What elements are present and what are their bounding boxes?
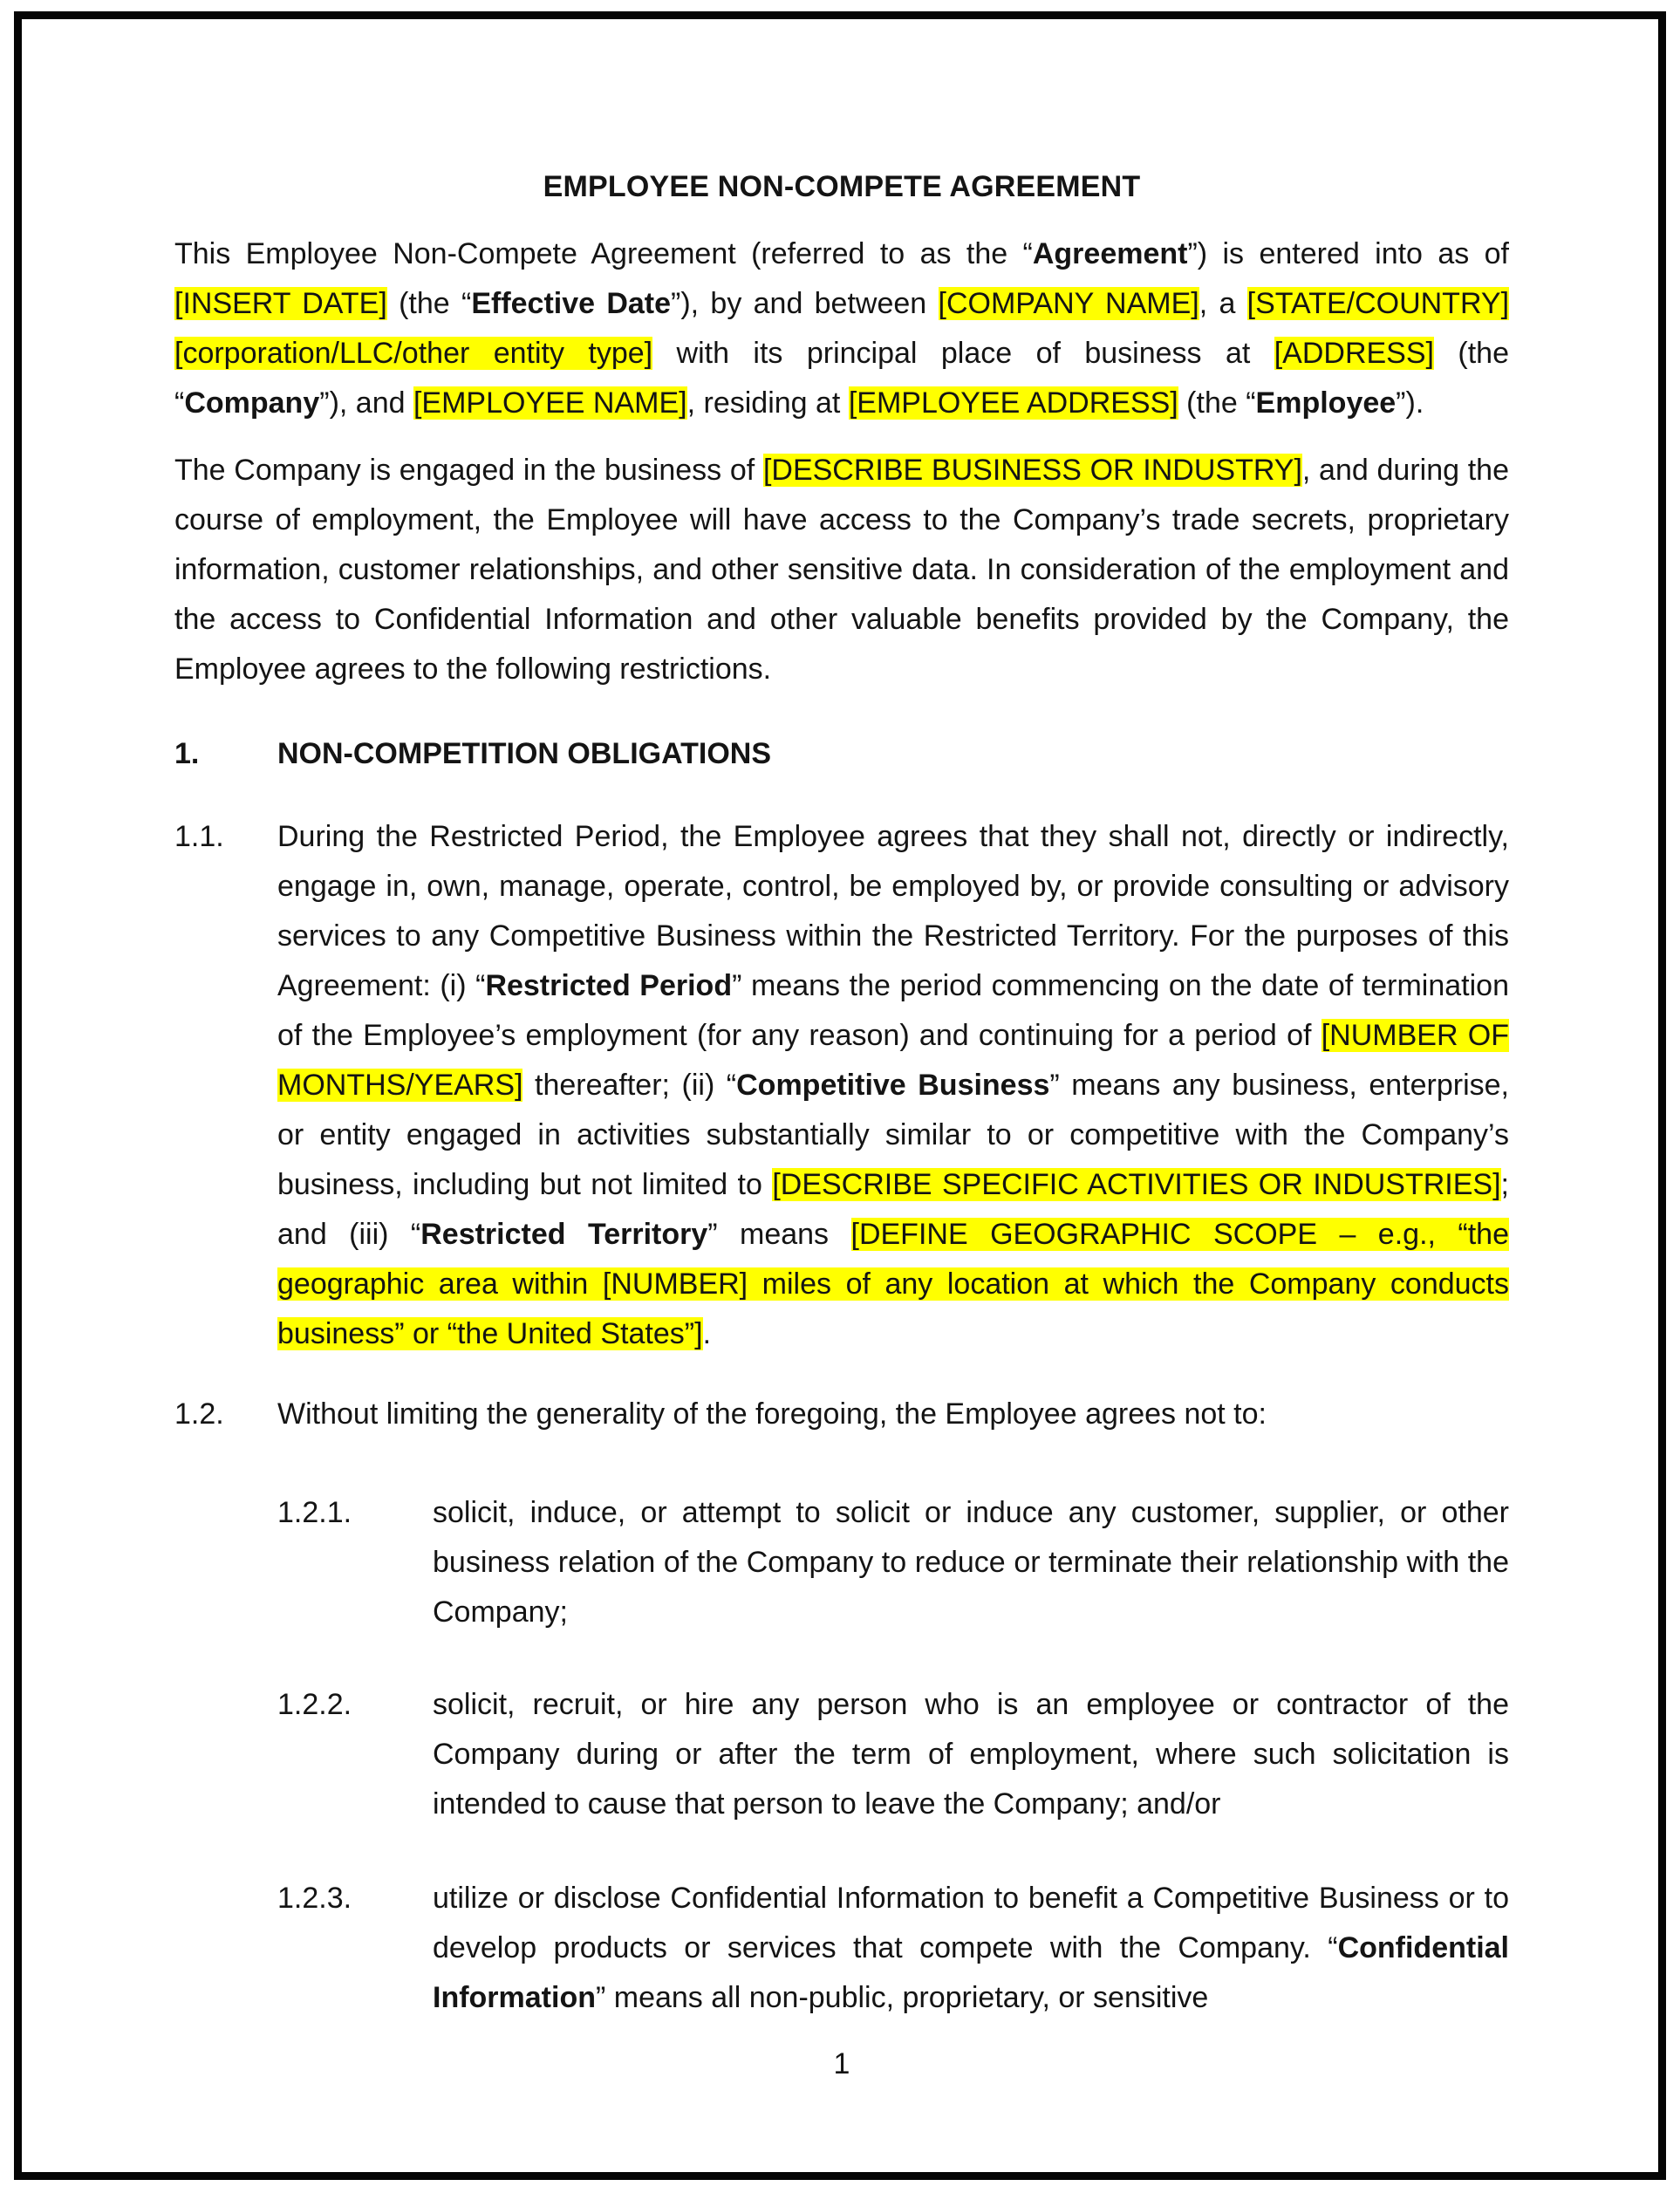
clause-1-2-3	[277, 1874, 1509, 2023]
clause-1-2-1-number: 1.2.1.	[277, 1496, 352, 1529]
text-run: This Employee Non-Compete Agreement (referred to as the “	[174, 237, 1033, 270]
text-run: ”), by and between	[671, 287, 939, 320]
text-run: During the Restricted Period, the Employee agrees that they shall not, directly or indirectly, engage in, own, manage, operate, control, be employed by, or provide consulting or advisory services to any Competitive Business within the Restricted Territory. For the purposes of this Agreement: (i) “	[277, 820, 1509, 1002]
text-run: ”).	[1396, 386, 1424, 420]
text-run: thereafter; (ii) “	[522, 1069, 737, 1102]
clause-1-1	[174, 812, 1509, 1359]
text-run: .	[702, 1317, 712, 1350]
text-run: Effective Date	[471, 287, 672, 320]
text-run: [EMPLOYEE ADDRESS]	[848, 386, 1178, 420]
text-run: , and during the course of employment, the Employee will have access to the Company’s trade secrets, proprietary information, customer relationships, and other sensitive data. In consideration of the employment and the access to Confidential Information and other valuable benefits provided by the Company, the Employee agrees to the following restrictions.	[174, 454, 1509, 686]
text-run: solicit, induce, or attempt to solicit or induce any customer, supplier, or other business relation of the Company to reduce or terminate their relationship with the Company;	[433, 1496, 1509, 1629]
clause-1-1-text	[277, 820, 1509, 1350]
text-run: ” means the period commencing on the date of termination of the Employee’s employment (for any reason) and continuing for a period of	[277, 969, 1509, 1052]
clause-1-2-1	[277, 1488, 1509, 1637]
text-run: ”), and	[319, 386, 413, 420]
text-run: [corporation/LLC/other entity type]	[174, 337, 653, 370]
text-run: ”) is entered into as of	[1187, 237, 1510, 270]
text-run: The Company is engaged in the business of	[174, 454, 763, 487]
paragraph-business-description	[174, 446, 1509, 694]
text-run: [DEFINE GEOGRAPHIC SCOPE – e.g., “the geographic area within [NUMBER] miles of any location at which the Company conducts business” or “the United States”]	[277, 1218, 1509, 1350]
clause-1-1-number: 1.1.	[174, 820, 224, 853]
text-run: (the “	[174, 337, 1509, 420]
text-run: [DESCRIBE SPECIFIC ACTIVITIES OR INDUSTRIES]	[772, 1168, 1501, 1201]
clause-1-2-1-text	[433, 1496, 1509, 1629]
document-page	[174, 0, 1509, 2023]
text-run: , a	[1199, 287, 1247, 320]
clause-1-2-2-text	[433, 1688, 1509, 1821]
clause-1-2-number: 1.2.	[174, 1397, 224, 1431]
text-run: with its principal place of business at	[652, 337, 1274, 370]
text-run: solicit, recruit, or hire any person who is an employee or contractor of the Company during or after the term of employment, where such solicitation is intended to cause that person to leave the Company; and/or	[433, 1688, 1509, 1821]
text-run: [NUMBER OF MONTHS/YEARS]	[277, 1019, 1509, 1102]
text-run: (the “	[1178, 386, 1256, 420]
clause-1-2-2-number: 1.2.2.	[277, 1688, 352, 1721]
text-run: (the “	[386, 287, 472, 320]
text-run: Restricted Period	[485, 969, 733, 1002]
text-run: Employee	[1255, 386, 1397, 420]
clause-1-2-text	[277, 1397, 1267, 1431]
text-run: utilize or disclose Confidential Information to benefit a Competitive Business or to develop products or services that compete with the Company. “	[433, 1882, 1509, 1964]
clause-1-2-3-text	[433, 1882, 1509, 2014]
section-heading-label: NON-COMPETITION OBLIGATIONS	[277, 737, 772, 770]
clause-1-2-2	[277, 1680, 1509, 1829]
text-run: [EMPLOYEE NAME]	[413, 386, 687, 420]
text-run: [STATE/COUNTRY]	[1246, 287, 1510, 320]
text-run: [INSERT DATE]	[174, 287, 387, 320]
section-heading	[174, 729, 1509, 779]
text-run: ” means all non-public, proprietary, or sensitive	[595, 1981, 1209, 2014]
text-run: Without limiting the generality of the foregoing, the Employee agrees not to:	[277, 1397, 1267, 1431]
text-run: Competitive Business	[736, 1069, 1050, 1102]
text-run: Confidential Information	[433, 1931, 1509, 2014]
text-run: ; and (iii) “	[277, 1168, 1509, 1251]
page-number: 1	[833, 2047, 850, 2080]
section-number: 1.	[174, 737, 200, 770]
text-run: Company	[184, 386, 320, 420]
text-run: [ADDRESS]	[1274, 337, 1434, 370]
text-run: Agreement	[1032, 237, 1188, 270]
text-run: [DESCRIBE BUSINESS OR INDUSTRY]	[762, 454, 1302, 487]
clause-1-2	[174, 1390, 1509, 1439]
page-title: EMPLOYEE NON-COMPETE AGREEMENT	[543, 170, 1141, 203]
text-run: [COMPANY NAME]	[938, 287, 1199, 320]
clause-1-2-3-number: 1.2.3.	[277, 1882, 352, 1915]
paragraph-intro	[174, 229, 1509, 428]
text-run: , residing at	[686, 386, 849, 420]
text-run: ” means	[707, 1218, 851, 1251]
text-run: Restricted Territory	[420, 1218, 708, 1251]
text-run: ” means any business, enterprise, or entity engaged in activities substantially similar to or competitive with the Company’s business, including but not limited to	[277, 1069, 1509, 1201]
